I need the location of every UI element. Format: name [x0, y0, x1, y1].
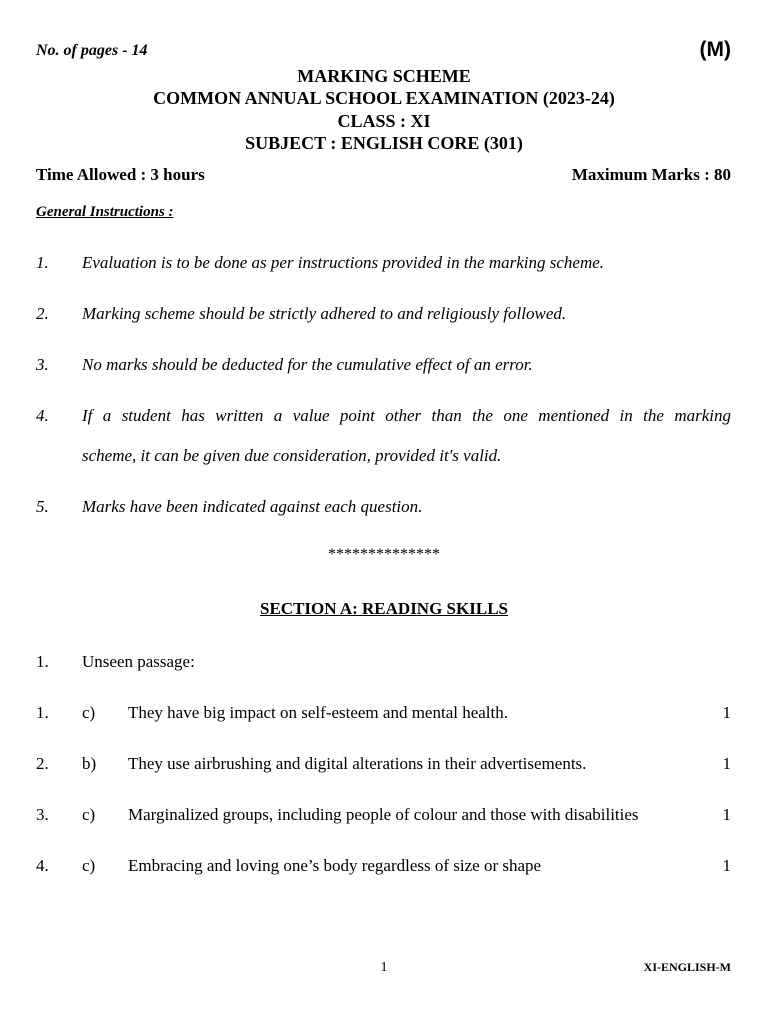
section-a-title: SECTION A: READING SKILLS [260, 599, 508, 618]
instruction-number: 1. [36, 253, 49, 272]
instruction-text-line: If a student has written a value point other than the one mentioned in the marking [82, 406, 731, 425]
pages-note: No. of pages - 14 [36, 42, 148, 59]
answer-marks: 1 [722, 856, 731, 875]
page-number: 1 [380, 960, 388, 975]
general-instructions-heading: General Instructions : [36, 204, 174, 220]
answer-text: Marginalized groups, including people of colour and those with disabilities [128, 805, 639, 824]
answer-option: c) [82, 856, 96, 875]
document-title: MARKING SCHEME [297, 66, 471, 86]
answer-text: They have big impact on self-esteem and mental health. [128, 703, 509, 722]
answer-number: 4. [36, 856, 49, 875]
instruction-number: 5. [36, 497, 49, 516]
answer-text: They use airbrushing and digital alterations in their advertisements. [128, 754, 587, 773]
answer-marks: 1 [722, 754, 731, 773]
instruction-text: Evaluation is to be done as per instructions provided in the marking scheme. [82, 253, 605, 272]
instruction-number: 3. [36, 355, 49, 374]
subject-label: SUBJECT : ENGLISH CORE (301) [245, 133, 523, 153]
class-label: CLASS : XI [337, 111, 431, 131]
instruction-text-line: scheme, it can be given due consideration, provided it's valid. [82, 446, 502, 465]
exam-name: COMMON ANNUAL SCHOOL EXAMINATION (2023-24) [153, 88, 615, 108]
answer-number: 1. [36, 703, 49, 722]
answer-number: 2. [36, 754, 49, 773]
question-label: Unseen passage: [82, 652, 195, 671]
maximum-marks: Maximum Marks : 80 [571, 165, 731, 184]
separator-stars: ************** [328, 546, 440, 563]
instruction-number: 2. [36, 304, 49, 323]
answer-marks: 1 [722, 703, 731, 722]
time-allowed: Time Allowed : 3 hours [36, 165, 205, 184]
answer-option: c) [82, 805, 96, 824]
question-number: 1. [36, 652, 49, 671]
paper-code-mark: (M) [699, 38, 731, 61]
answer-number: 3. [36, 805, 49, 824]
instruction-text: Marking scheme should be strictly adhered to and religiously followed. [82, 304, 567, 323]
answer-option: b) [82, 754, 97, 773]
instruction-text: Marks have been indicated against each question. [82, 497, 423, 516]
instruction-number: 4. [36, 406, 49, 425]
answer-text: Embracing and loving one’s body regardless of size or shape [128, 856, 542, 875]
answer-marks: 1 [722, 805, 731, 824]
instruction-text: No marks should be deducted for the cumulative effect of an error. [82, 355, 533, 374]
answer-option: c) [82, 703, 96, 722]
footer-paper-code: XI-ENGLISH-M [643, 960, 731, 974]
